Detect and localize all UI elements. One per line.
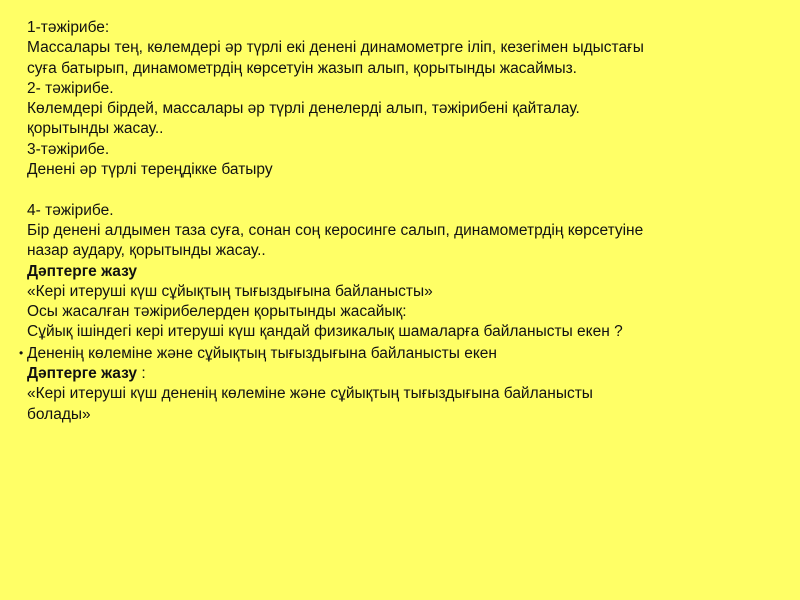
conclusion-answer-text: Дененің көлеміне және сұйықтың тығыздығына байланысты екен bbox=[27, 344, 497, 362]
conclusion-answer bbox=[19, 343, 779, 364]
notebook-quote-2-line-1: «Кері итеруші күш дененің көлеміне және сұйықтың тығыздығына байланысты bbox=[27, 385, 593, 403]
notebook-quote-1: «Кері итеруші күш сұйықтың тығыздығына байланысты» bbox=[27, 282, 433, 300]
blank-line bbox=[27, 180, 787, 200]
experiment-4-text-line-2: назар аудару, қорытынды жасау.. bbox=[27, 242, 266, 260]
experiment-3-text: Денені әр түрлі тереңдікке батыру bbox=[27, 161, 273, 179]
conclusion-intro: Осы жасалған тәжірибелерден қорытынды жасайық: bbox=[27, 303, 407, 321]
experiment-2-heading: 2- тәжірибе. bbox=[27, 79, 114, 97]
conclusion-question: Сұйық ішіндегі кері итеруші күш қандай физикалық шамаларға байланысты екен ? bbox=[27, 323, 623, 341]
experiment-4-text-line-1: Бір денені алдымен таза суға, сонан соң керосинге салып, динамометрдің көрсетуіне bbox=[27, 221, 644, 239]
experiment-3-heading: 3-тәжірибе. bbox=[27, 140, 110, 158]
experiment-2-text-line-2: қорытынды жасау.. bbox=[27, 120, 164, 138]
experiment-1-text-line-2: суға батырып, динамометрдің көрсетуін жазып алып, қорытынды жасаймыз. bbox=[27, 59, 577, 77]
bullet-icon: • bbox=[19, 345, 24, 360]
experiment-4-heading: 4- тәжірибе. bbox=[27, 201, 114, 219]
notebook-quote-2-line-2: болады» bbox=[27, 405, 91, 423]
notebook-heading-1: Дәптерге жазу bbox=[27, 262, 138, 280]
slide-text bbox=[19, 18, 787, 425]
notebook-heading-2-colon: : bbox=[137, 365, 146, 383]
experiment-1-heading: 1-тәжірибе: bbox=[27, 19, 110, 36]
experiment-2-text-line-1: Көлемдері бірдей, массалары әр түрлі денелерді алып, тәжірибені қайталау. bbox=[27, 100, 580, 118]
experiment-1-text-line-1: Массалары тең, көлемдері әр түрлі екі денені динамометрге іліп, кезегімен ыдыстағы bbox=[27, 39, 644, 57]
notebook-heading-2-label: Дәптерге жазу bbox=[27, 365, 138, 383]
notebook-heading-2 bbox=[27, 364, 787, 384]
